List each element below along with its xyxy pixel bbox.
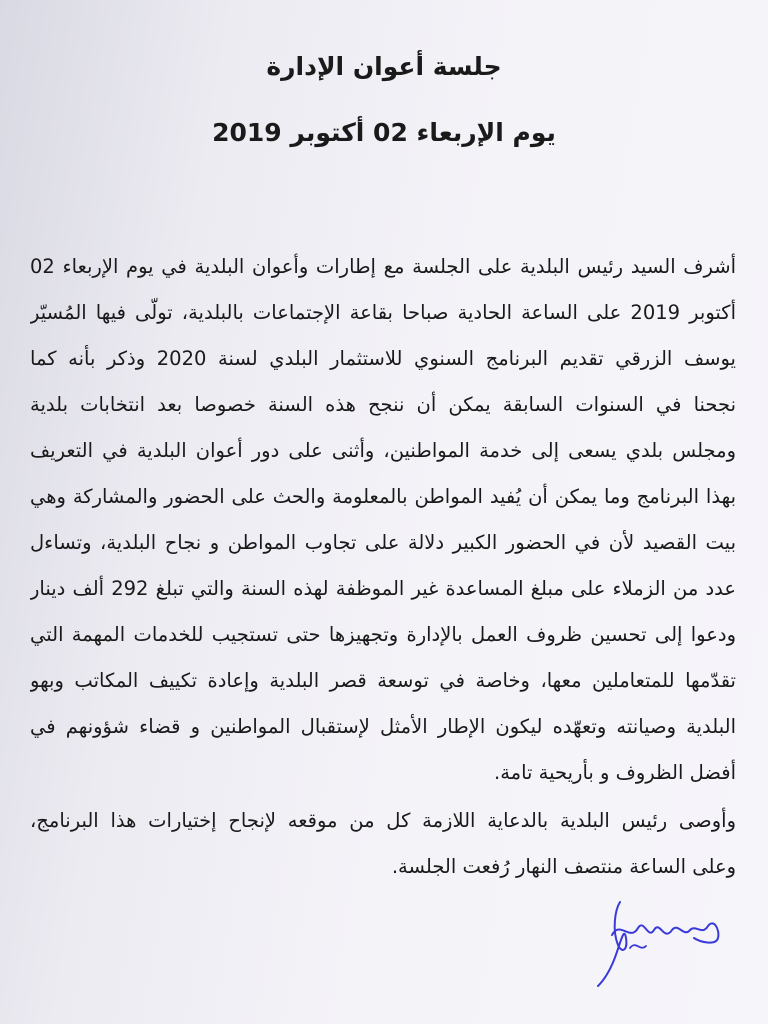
document-title: جلسة أعوان الإدارة bbox=[266, 52, 502, 81]
text-line: تقدّمها للمتعاملين معها، وخاصة في توسعة قصر البلدية وإعادة تكييف المكاتب وبهو bbox=[30, 669, 736, 692]
document-date: يوم الإربعاء 02 أكتوبر 2019 bbox=[212, 118, 556, 147]
signature bbox=[590, 890, 740, 990]
text-line: بيت القصيد لأن في الحضور الكبير دلالة على تجاوب المواطن و نجاح البلدية، وتساءل bbox=[30, 531, 736, 554]
paragraph-1 bbox=[30, 244, 736, 796]
text-line: وأوصى رئيس البلدية بالدعاية اللازمة كل من موقعه لإنجاح إختيارات هذا البرنامج، bbox=[30, 809, 736, 832]
text-line: أشرف السيد رئيس البلدية على الجلسة مع إطارات وأعوان البلدية في يوم الإربعاء 02 bbox=[30, 255, 736, 278]
text-line: وعلى الساعة منتصف النهار رُفعت الجلسة. bbox=[391, 855, 736, 878]
paragraph-2 bbox=[30, 798, 736, 890]
text-line: أفضل الظروف و بأريحية تامة. bbox=[494, 761, 736, 784]
text-line: أكتوبر 2019 على الساعة الحادية صباحا بقاعة الإجتماعات بالبلدية، تولّى فيها المُسيّر bbox=[30, 301, 736, 324]
text-line: البلدية وصيانته وتعهّده ليكون الإطار الأمثل لإستقبال المواطنين و قضاء شؤونهم في bbox=[30, 715, 736, 738]
text-line: عدد من الزملاء على مبلغ المساعدة غير الموظفة لهذه السنة والتي تبلغ 292 ألف دينار bbox=[30, 577, 736, 600]
text-line: ودعوا إلى تحسين ظروف العمل بالإدارة وتجهيزها حتى تستجيب للخدمات المهمة التي bbox=[30, 623, 736, 646]
text-line: يوسف الزرقي تقديم البرنامج السنوي للاستثمار البلدي لسنة 2020 وذكر بأنه كما bbox=[30, 347, 736, 370]
text-line: ومجلس بلدي يسعى إلى خدمة المواطنين، وأثنى على دور أعوان البلدية في التعريف bbox=[30, 439, 736, 462]
text-line: نجحنا في السنوات السابقة يمكن أن ننجح هذه السنة خصوصا بعد انتخابات بلدية bbox=[30, 393, 736, 416]
text-line: بهذا البرنامج وما يمكن أن يُفيد المواطن بالمعلومة والحث على الحضور والمشاركة وهي bbox=[30, 485, 736, 508]
